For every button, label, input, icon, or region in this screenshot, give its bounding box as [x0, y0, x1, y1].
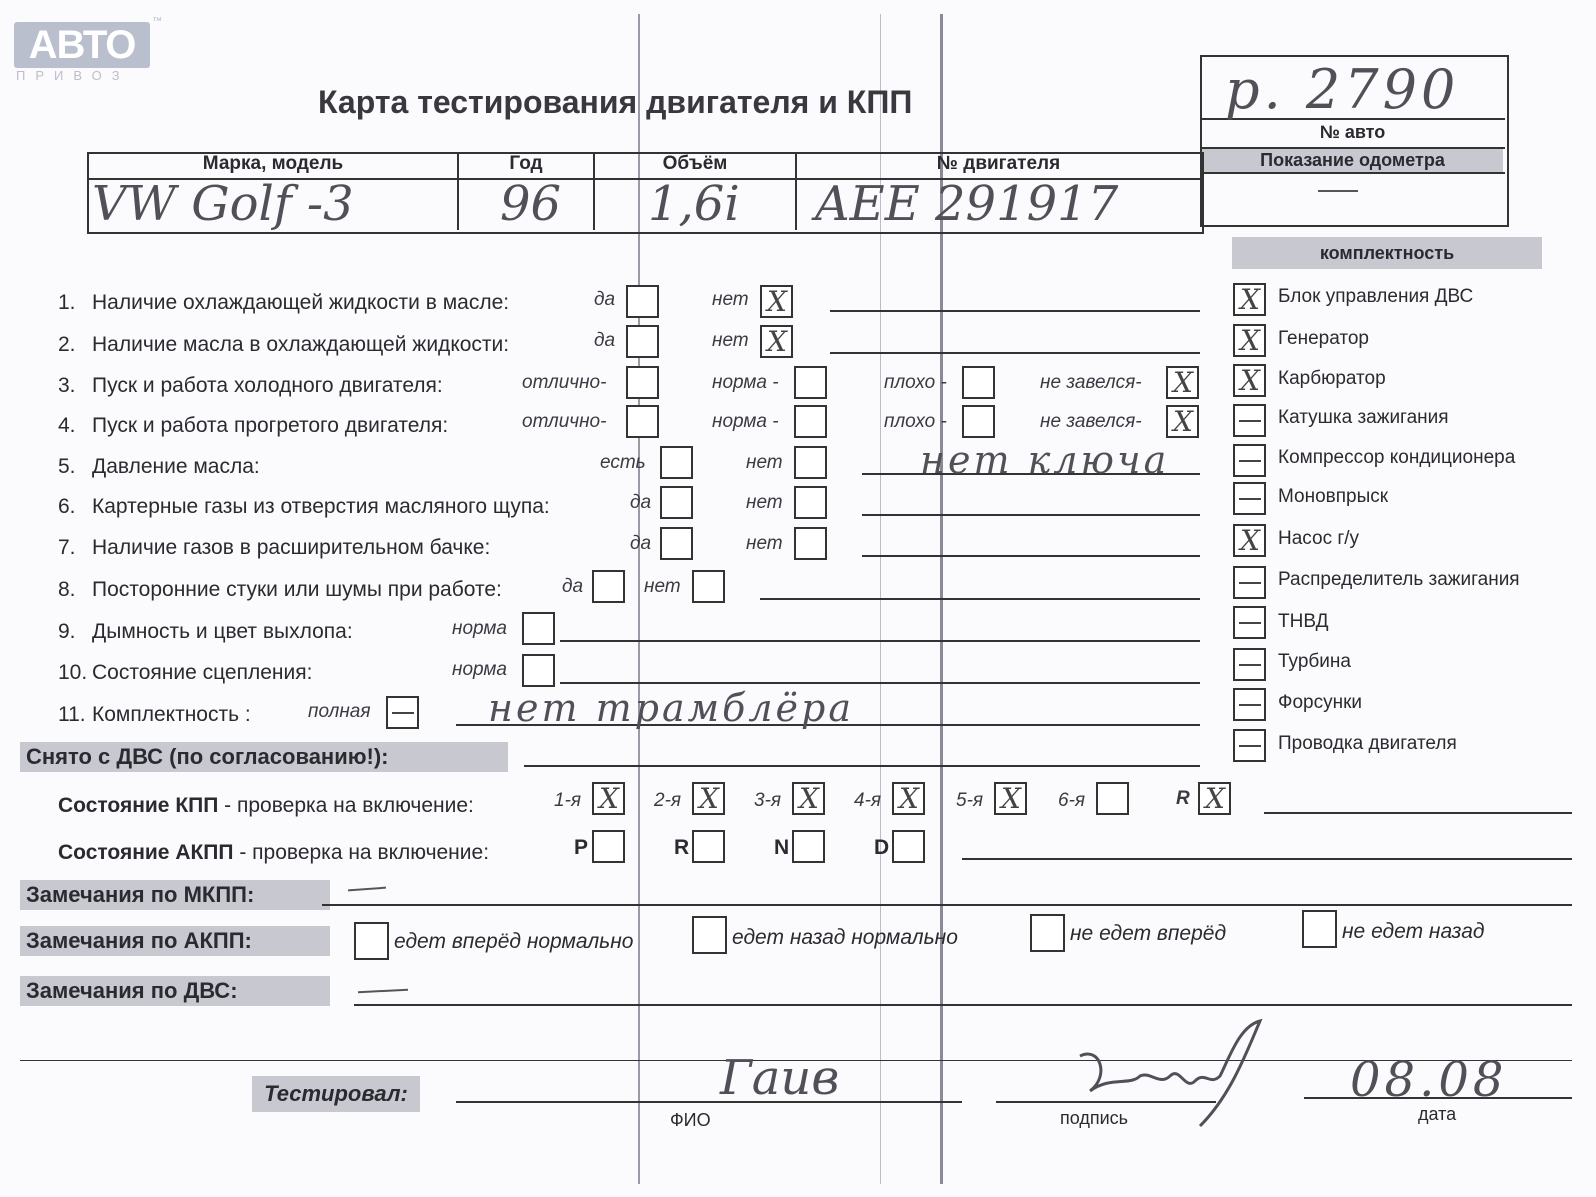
completeness-label: Турбина: [1278, 651, 1351, 672]
gear-checkbox[interactable]: [994, 782, 1027, 815]
answer-line: [560, 640, 1200, 642]
option-label: да: [562, 576, 584, 597]
question-text: Наличие масла в охлаждающей жидкости:: [92, 333, 510, 356]
fio-value: Гаив: [720, 1050, 840, 1106]
completeness-label: Проводка двигателя: [1278, 733, 1457, 754]
completeness-checkbox[interactable]: [1233, 606, 1266, 639]
gear-checkbox[interactable]: [892, 782, 925, 815]
completeness-checkbox[interactable]: [1233, 648, 1266, 681]
question-number: 4.: [58, 414, 76, 437]
akpp-remark-checkbox[interactable]: [1030, 914, 1065, 952]
question-text: Дымность и цвет выхлопа:: [92, 620, 353, 643]
option-label: да: [630, 533, 652, 554]
date-value: 08.08: [1350, 1052, 1508, 1108]
page-title: Карта тестирования двигателя и КПП: [318, 84, 913, 120]
akpp-remark-checkbox[interactable]: [692, 916, 727, 954]
akpp-label-rest: - проверка на включение:: [233, 841, 490, 864]
akpp-mode-checkbox[interactable]: [692, 830, 725, 863]
option-label: норма -: [712, 372, 779, 393]
gear-checkbox[interactable]: [1198, 782, 1231, 815]
option-label: нет: [712, 330, 749, 351]
answer-line: [1264, 812, 1572, 814]
kpp-label-bold: Состояние КПП: [58, 794, 219, 817]
logo: [14, 22, 150, 68]
option-checkbox[interactable]: [760, 325, 793, 358]
option-label: отлично-: [522, 411, 607, 432]
fio-line: [456, 1101, 962, 1103]
option-label: нет: [746, 533, 783, 554]
header-make-model: Марка, модель: [202, 153, 344, 174]
question-text: Давление масла:: [92, 455, 260, 478]
option-label: нет: [644, 576, 681, 597]
answer-line: [862, 555, 1200, 557]
option-checkbox[interactable]: [692, 570, 725, 603]
handwritten-note: нет трамблёра: [488, 686, 855, 730]
akpp-remark-label: едет назад нормально: [732, 926, 958, 949]
option-checkbox[interactable]: [794, 486, 827, 519]
auto-number-label: № авто: [1319, 122, 1386, 142]
completeness-label: Карбюратор: [1278, 368, 1386, 389]
option-checkbox[interactable]: [794, 446, 827, 479]
akpp-remark-label: не едет вперёд: [1070, 922, 1227, 945]
option-label: не завелся-: [1040, 411, 1142, 432]
akpp-label-bold: Состояние АКПП: [58, 841, 234, 864]
option-checkbox[interactable]: [592, 570, 625, 603]
gear-checkbox[interactable]: [1096, 782, 1129, 815]
option-checkbox[interactable]: [962, 366, 995, 399]
odometer-label: Показание одометра: [1202, 149, 1503, 172]
question-number: 9.: [58, 620, 76, 643]
option-checkbox[interactable]: [626, 405, 659, 438]
option-checkbox[interactable]: [626, 285, 659, 318]
akpp-remark-label: едет вперёд нормально: [394, 930, 634, 953]
completeness-label: ТНВД: [1278, 611, 1329, 632]
gear-label: 4-я: [854, 790, 882, 811]
option-checkbox[interactable]: [386, 696, 419, 729]
gear-checkbox[interactable]: [692, 782, 725, 815]
question-text: Посторонние стуки или шумы при работе:: [92, 578, 502, 601]
akpp-mode-checkbox[interactable]: [792, 830, 825, 863]
kpp-label-rest: - проверка на включение:: [218, 794, 474, 817]
akpp-remark-checkbox[interactable]: [1302, 910, 1337, 948]
option-checkbox[interactable]: [660, 486, 693, 519]
akpp-mode-label: P: [574, 836, 589, 859]
question-number: 6.: [58, 495, 76, 518]
completeness-checkbox[interactable]: [1233, 444, 1266, 477]
option-label: да: [630, 492, 652, 513]
option-checkbox[interactable]: [522, 654, 555, 687]
completeness-heading: комплектность: [1232, 237, 1542, 269]
handwritten-dash: [358, 989, 408, 994]
logo-subtitle: ПРИВОЗ: [16, 68, 130, 83]
completeness-label: Распределитель зажигания: [1278, 569, 1520, 590]
akpp-mode-checkbox[interactable]: [592, 830, 625, 863]
remarks-dvs-label: Замечания по ДВС:: [20, 976, 330, 1006]
completeness-label: Блок управления ДВС: [1278, 286, 1474, 307]
completeness-checkbox[interactable]: [1233, 404, 1266, 437]
completeness-checkbox[interactable]: [1233, 729, 1266, 762]
remarks-mkpp-label: Замечания по МКПП:: [20, 880, 330, 910]
completeness-checkbox[interactable]: [1233, 283, 1266, 316]
header-engine-number: № двигателя: [936, 153, 1061, 174]
akpp-remark-label: не едет назад: [1342, 920, 1485, 943]
question-number: 5.: [58, 455, 76, 478]
gear-label: 1-я: [554, 790, 582, 811]
gear-label: 6-я: [1058, 790, 1086, 811]
answer-line: [830, 310, 1200, 312]
completeness-label: Форсунки: [1278, 692, 1362, 713]
handwritten-dash: [348, 887, 386, 892]
answer-line: [760, 598, 1200, 600]
answer-line: [862, 514, 1200, 516]
kpp-label: [58, 794, 474, 818]
akpp-mode-label: D: [874, 836, 890, 859]
option-checkbox[interactable]: [760, 285, 793, 318]
akpp-mode-label: R: [674, 836, 690, 859]
option-label: да: [594, 289, 616, 310]
question-number: 8.: [58, 578, 76, 601]
completeness-checkbox[interactable]: [1233, 688, 1266, 721]
question-number: 11.: [58, 703, 86, 726]
answer-line: [322, 904, 1572, 906]
value-engine-number: AEE 291917: [815, 176, 1119, 232]
option-checkbox[interactable]: [1166, 405, 1199, 438]
answer-line: [524, 765, 1200, 767]
option-label: нет: [712, 289, 749, 310]
question-text: Пуск и работа холодного двигателя:: [92, 374, 443, 397]
completeness-label: Компрессор кондиционера: [1278, 447, 1516, 468]
gear-label: 2-я: [654, 790, 682, 811]
question-text: Наличие газов в расширительном бачке:: [92, 536, 491, 559]
completeness-label: Моновпрыск: [1278, 486, 1389, 507]
option-checkbox[interactable]: [660, 446, 693, 479]
option-label: отлично-: [522, 372, 607, 393]
completeness-checkbox[interactable]: [1233, 324, 1266, 357]
tested-label: Тестировал:: [252, 1076, 420, 1112]
gear-checkbox[interactable]: [792, 782, 825, 815]
completeness-label: Катушка зажигания: [1278, 407, 1449, 428]
answer-line: [354, 1004, 1572, 1006]
option-checkbox[interactable]: [794, 527, 827, 560]
option-label: норма: [452, 618, 507, 639]
akpp-label: [58, 841, 489, 865]
option-checkbox[interactable]: [794, 405, 827, 438]
completeness-label: Генератор: [1278, 328, 1369, 349]
question-text: Картерные газы из отверстия масляного щупа:: [92, 495, 550, 518]
option-label: не завелся-: [1040, 372, 1142, 393]
question-number: 2.: [58, 333, 76, 356]
gear-checkbox[interactable]: [592, 782, 625, 815]
completeness-label: Насос г/у: [1278, 528, 1360, 549]
logo-brand: АВТО: [28, 23, 136, 67]
completeness-checkbox[interactable]: [1233, 364, 1266, 397]
akpp-remark-checkbox[interactable]: [354, 922, 389, 960]
akpp-mode-checkbox[interactable]: [892, 830, 925, 863]
answer-line: [962, 858, 1572, 860]
question-text: Состояние сцепления:: [92, 661, 313, 684]
date-label: дата: [1418, 1104, 1457, 1124]
option-checkbox[interactable]: [522, 612, 555, 645]
question-number: 7.: [58, 536, 76, 559]
answer-line: [830, 352, 1200, 354]
option-checkbox[interactable]: [660, 527, 693, 560]
akpp-mode-label: N: [774, 836, 790, 859]
option-checkbox[interactable]: [1166, 366, 1199, 399]
option-label: норма: [452, 659, 507, 680]
option-checkbox[interactable]: [626, 325, 659, 358]
option-label: есть: [600, 452, 646, 473]
completeness-checkbox[interactable]: [1233, 524, 1266, 557]
option-label: плохо -: [884, 372, 947, 393]
option-label: полная: [308, 701, 371, 722]
option-checkbox[interactable]: [794, 366, 827, 399]
gear-label: 3-я: [754, 790, 782, 811]
option-label: да: [594, 330, 616, 351]
question-text: Комплектность :: [92, 703, 251, 726]
option-label: норма -: [712, 411, 779, 432]
remarks-akpp-label: Замечания по АКПП:: [20, 926, 330, 956]
option-label: нет: [746, 492, 783, 513]
header-volume: Объём: [662, 153, 728, 174]
completeness-checkbox[interactable]: [1233, 566, 1266, 599]
option-checkbox[interactable]: [626, 366, 659, 399]
removed-label: Снято с ДВС (по согласованию!):: [20, 742, 508, 772]
option-label: плохо -: [884, 411, 947, 432]
option-label: нет: [746, 452, 783, 473]
fio-label: ФИО: [670, 1110, 711, 1130]
value-volume: 1,6i: [648, 176, 740, 232]
divider: [1200, 172, 1505, 174]
auto-number-value: р. 2790: [1225, 58, 1460, 121]
question-text: Наличие охлаждающей жидкости в масле:: [92, 291, 510, 314]
logo-trademark: ™: [152, 16, 162, 27]
gear-label: R: [1176, 788, 1190, 809]
handwritten-note: нет ключа: [920, 438, 1170, 482]
signature-label: подпись: [1060, 1108, 1129, 1128]
header-year: Год: [509, 153, 543, 174]
value-make-model: VW Golf -3: [92, 176, 354, 232]
question-number: 1.: [58, 291, 76, 314]
value-year: 96: [500, 176, 562, 232]
question-number: 3.: [58, 374, 76, 397]
odometer-value: [1318, 190, 1358, 192]
gear-label: 5-я: [956, 790, 984, 811]
question-number: 10.: [58, 661, 88, 684]
completeness-checkbox[interactable]: [1233, 482, 1266, 515]
question-text: Пуск и работа прогретого двигателя:: [92, 414, 449, 437]
option-checkbox[interactable]: [962, 405, 995, 438]
answer-line: [560, 682, 1200, 684]
